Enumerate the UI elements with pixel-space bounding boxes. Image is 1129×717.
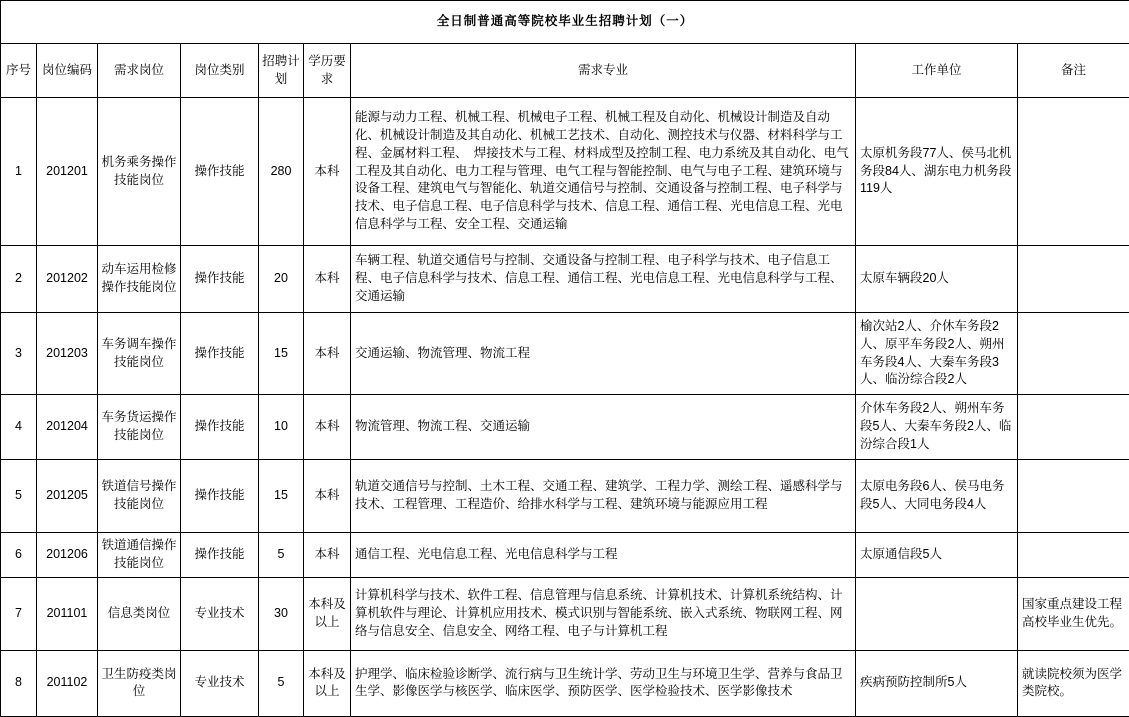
cell-category: 操作技能 — [181, 533, 259, 578]
cell-plan: 30 — [259, 578, 304, 651]
cell-plan: 15 — [259, 313, 304, 395]
cell-unit: 太原车辆段20人 — [856, 246, 1018, 313]
cell-plan: 20 — [259, 246, 304, 313]
cell-category: 专业技术 — [181, 651, 259, 717]
cell-plan: 10 — [259, 395, 304, 460]
table-row — [1, 98, 1129, 246]
table-row — [1, 460, 1129, 533]
cell-seq: 3 — [1, 313, 37, 395]
cell-remark — [1018, 460, 1129, 533]
cell-position: 卫生防疫类岗位 — [98, 651, 181, 717]
cell-seq: 1 — [1, 98, 37, 246]
cell-education: 本科 — [304, 313, 351, 395]
cell-seq: 5 — [1, 460, 37, 533]
table-row — [1, 313, 1129, 395]
cell-education: 本科及以上 — [304, 578, 351, 651]
cell-remark: 国家重点建设工程高校毕业生优先。 — [1018, 578, 1129, 651]
cell-majors: 护理学、临床检验诊断学、流行病与卫生统计学、劳动卫生与环境卫生学、营养与食品卫生学、影像医学与核医学、临床医学、预防医学、医学检验技术、医学影像技术 — [351, 651, 856, 717]
cell-category: 操作技能 — [181, 395, 259, 460]
table-row — [1, 246, 1129, 313]
cell-position: 铁道通信操作技能岗位 — [98, 533, 181, 578]
column-header-3: 岗位类别 — [181, 44, 259, 98]
cell-code: 201203 — [37, 313, 98, 395]
cell-majors: 通信工程、光电信息工程、光电信息科学与工程 — [351, 533, 856, 578]
cell-majors: 交通运输、物流管理、物流工程 — [351, 313, 856, 395]
cell-position: 机务乘务操作技能岗位 — [98, 98, 181, 246]
cell-code: 201201 — [37, 98, 98, 246]
cell-education: 本科 — [304, 460, 351, 533]
cell-unit: 太原通信段5人 — [856, 533, 1018, 578]
cell-plan: 15 — [259, 460, 304, 533]
cell-unit: 太原机务段77人、侯马北机务段84人、湖东电力机务段119人 — [856, 98, 1018, 246]
cell-code: 201206 — [37, 533, 98, 578]
cell-category: 操作技能 — [181, 460, 259, 533]
cell-remark — [1018, 533, 1129, 578]
cell-category: 操作技能 — [181, 313, 259, 395]
cell-education: 本科及以上 — [304, 651, 351, 717]
column-header-5: 学历要求 — [304, 44, 351, 98]
cell-remark — [1018, 246, 1129, 313]
cell-position: 动车运用检修操作技能岗位 — [98, 246, 181, 313]
cell-unit: 介休车务段2人、朔州车务段5人、大秦车务段2人、临汾综合段1人 — [856, 395, 1018, 460]
column-header-6: 需求专业 — [351, 44, 856, 98]
table-row — [1, 395, 1129, 460]
cell-remark: 就读院校须为医学类院校。 — [1018, 651, 1129, 717]
cell-education: 本科 — [304, 395, 351, 460]
cell-plan: 5 — [259, 533, 304, 578]
cell-seq: 2 — [1, 246, 37, 313]
table-row — [1, 578, 1129, 651]
column-header-7: 工作单位 — [856, 44, 1018, 98]
cell-majors: 能源与动力工程、机械工程、机械电子工程、机械工程及自动化、机械设计制造及自动化、机械设计制造及其自动化、机械工艺技术、自动化、测控技术与仪器、材料科学与工程、金属材料工程、 焊接技术与工程、材料成型及控制工程、电力系统及其自动化、电气工程及其自动化、电力工程与管理、电气工程与智能控制、电气与电子工程、建筑环境与设备工程、建筑电气与智能化、轨道交通信号与控制、交通设备与控制工程、电子科学与技术、电子信息工程、电子信息科学与技术、信息工程、通信工程、光电信息工程、光电信息科学与工程、安全工程、交通运输 — [351, 98, 856, 246]
cell-plan: 5 — [259, 651, 304, 717]
cell-code: 201202 — [37, 246, 98, 313]
cell-remark — [1018, 313, 1129, 395]
cell-seq: 4 — [1, 395, 37, 460]
cell-plan: 280 — [259, 98, 304, 246]
cell-majors: 车辆工程、轨道交通信号与控制、交通设备与控制工程、电子科学与技术、电子信息工程、电子信息科学与技术、信息工程、通信工程、光电信息工程、光电信息科学与工程、交通运输 — [351, 246, 856, 313]
cell-majors: 轨道交通信号与控制、土木工程、交通工程、建筑学、工程力学、测绘工程、遥感科学与技术、工程管理、工程造价、给排水科学与工程、建筑环境与能源应用工程 — [351, 460, 856, 533]
cell-seq: 6 — [1, 533, 37, 578]
cell-unit: 榆次站2人、介休车务段2人、原平车务段2人、朔州车务段4人、大秦车务段3人、临汾综合段2人 — [856, 313, 1018, 395]
cell-remark — [1018, 98, 1129, 246]
cell-code: 201102 — [37, 651, 98, 717]
cell-position: 车务货运操作技能岗位 — [98, 395, 181, 460]
table-body — [1, 98, 1129, 717]
cell-position: 铁道信号操作技能岗位 — [98, 460, 181, 533]
cell-majors: 物流管理、物流工程、交通运输 — [351, 395, 856, 460]
cell-code: 201204 — [37, 395, 98, 460]
column-header-1: 岗位编码 — [37, 44, 98, 98]
cell-position: 信息类岗位 — [98, 578, 181, 651]
column-header-8: 备注 — [1018, 44, 1129, 98]
cell-unit: 疾病预防控制所5人 — [856, 651, 1018, 717]
cell-position: 车务调车操作技能岗位 — [98, 313, 181, 395]
table-row — [1, 533, 1129, 578]
table-row — [1, 651, 1129, 717]
cell-education: 本科 — [304, 98, 351, 246]
cell-code: 201101 — [37, 578, 98, 651]
cell-education: 本科 — [304, 533, 351, 578]
cell-education: 本科 — [304, 246, 351, 313]
cell-category: 操作技能 — [181, 246, 259, 313]
cell-majors: 计算机科学与技术、软件工程、信息管理与信息系统、计算机技术、计算机系统结构、计算机软件与理论、计算机应用技术、模式识别与智能系统、嵌入式系统、物联网工程、网络与信息安全、信息安全、网络工程、电子与计算机工程 — [351, 578, 856, 651]
page-title: 全日制普通高等院校毕业生招聘计划（一） — [1, 1, 1129, 44]
cell-unit: 太原电务段6人、侯马电务段5人、大同电务段4人 — [856, 460, 1018, 533]
column-header-2: 需求岗位 — [98, 44, 181, 98]
title-row — [1, 1, 1129, 44]
cell-remark — [1018, 395, 1129, 460]
cell-seq: 8 — [1, 651, 37, 717]
cell-seq: 7 — [1, 578, 37, 651]
cell-code: 201205 — [37, 460, 98, 533]
cell-category: 操作技能 — [181, 98, 259, 246]
cell-category: 专业技术 — [181, 578, 259, 651]
column-header-4: 招聘计划 — [259, 44, 304, 98]
column-header-0: 序号 — [1, 44, 37, 98]
cell-unit — [856, 578, 1018, 651]
table-header-row — [1, 44, 1129, 98]
